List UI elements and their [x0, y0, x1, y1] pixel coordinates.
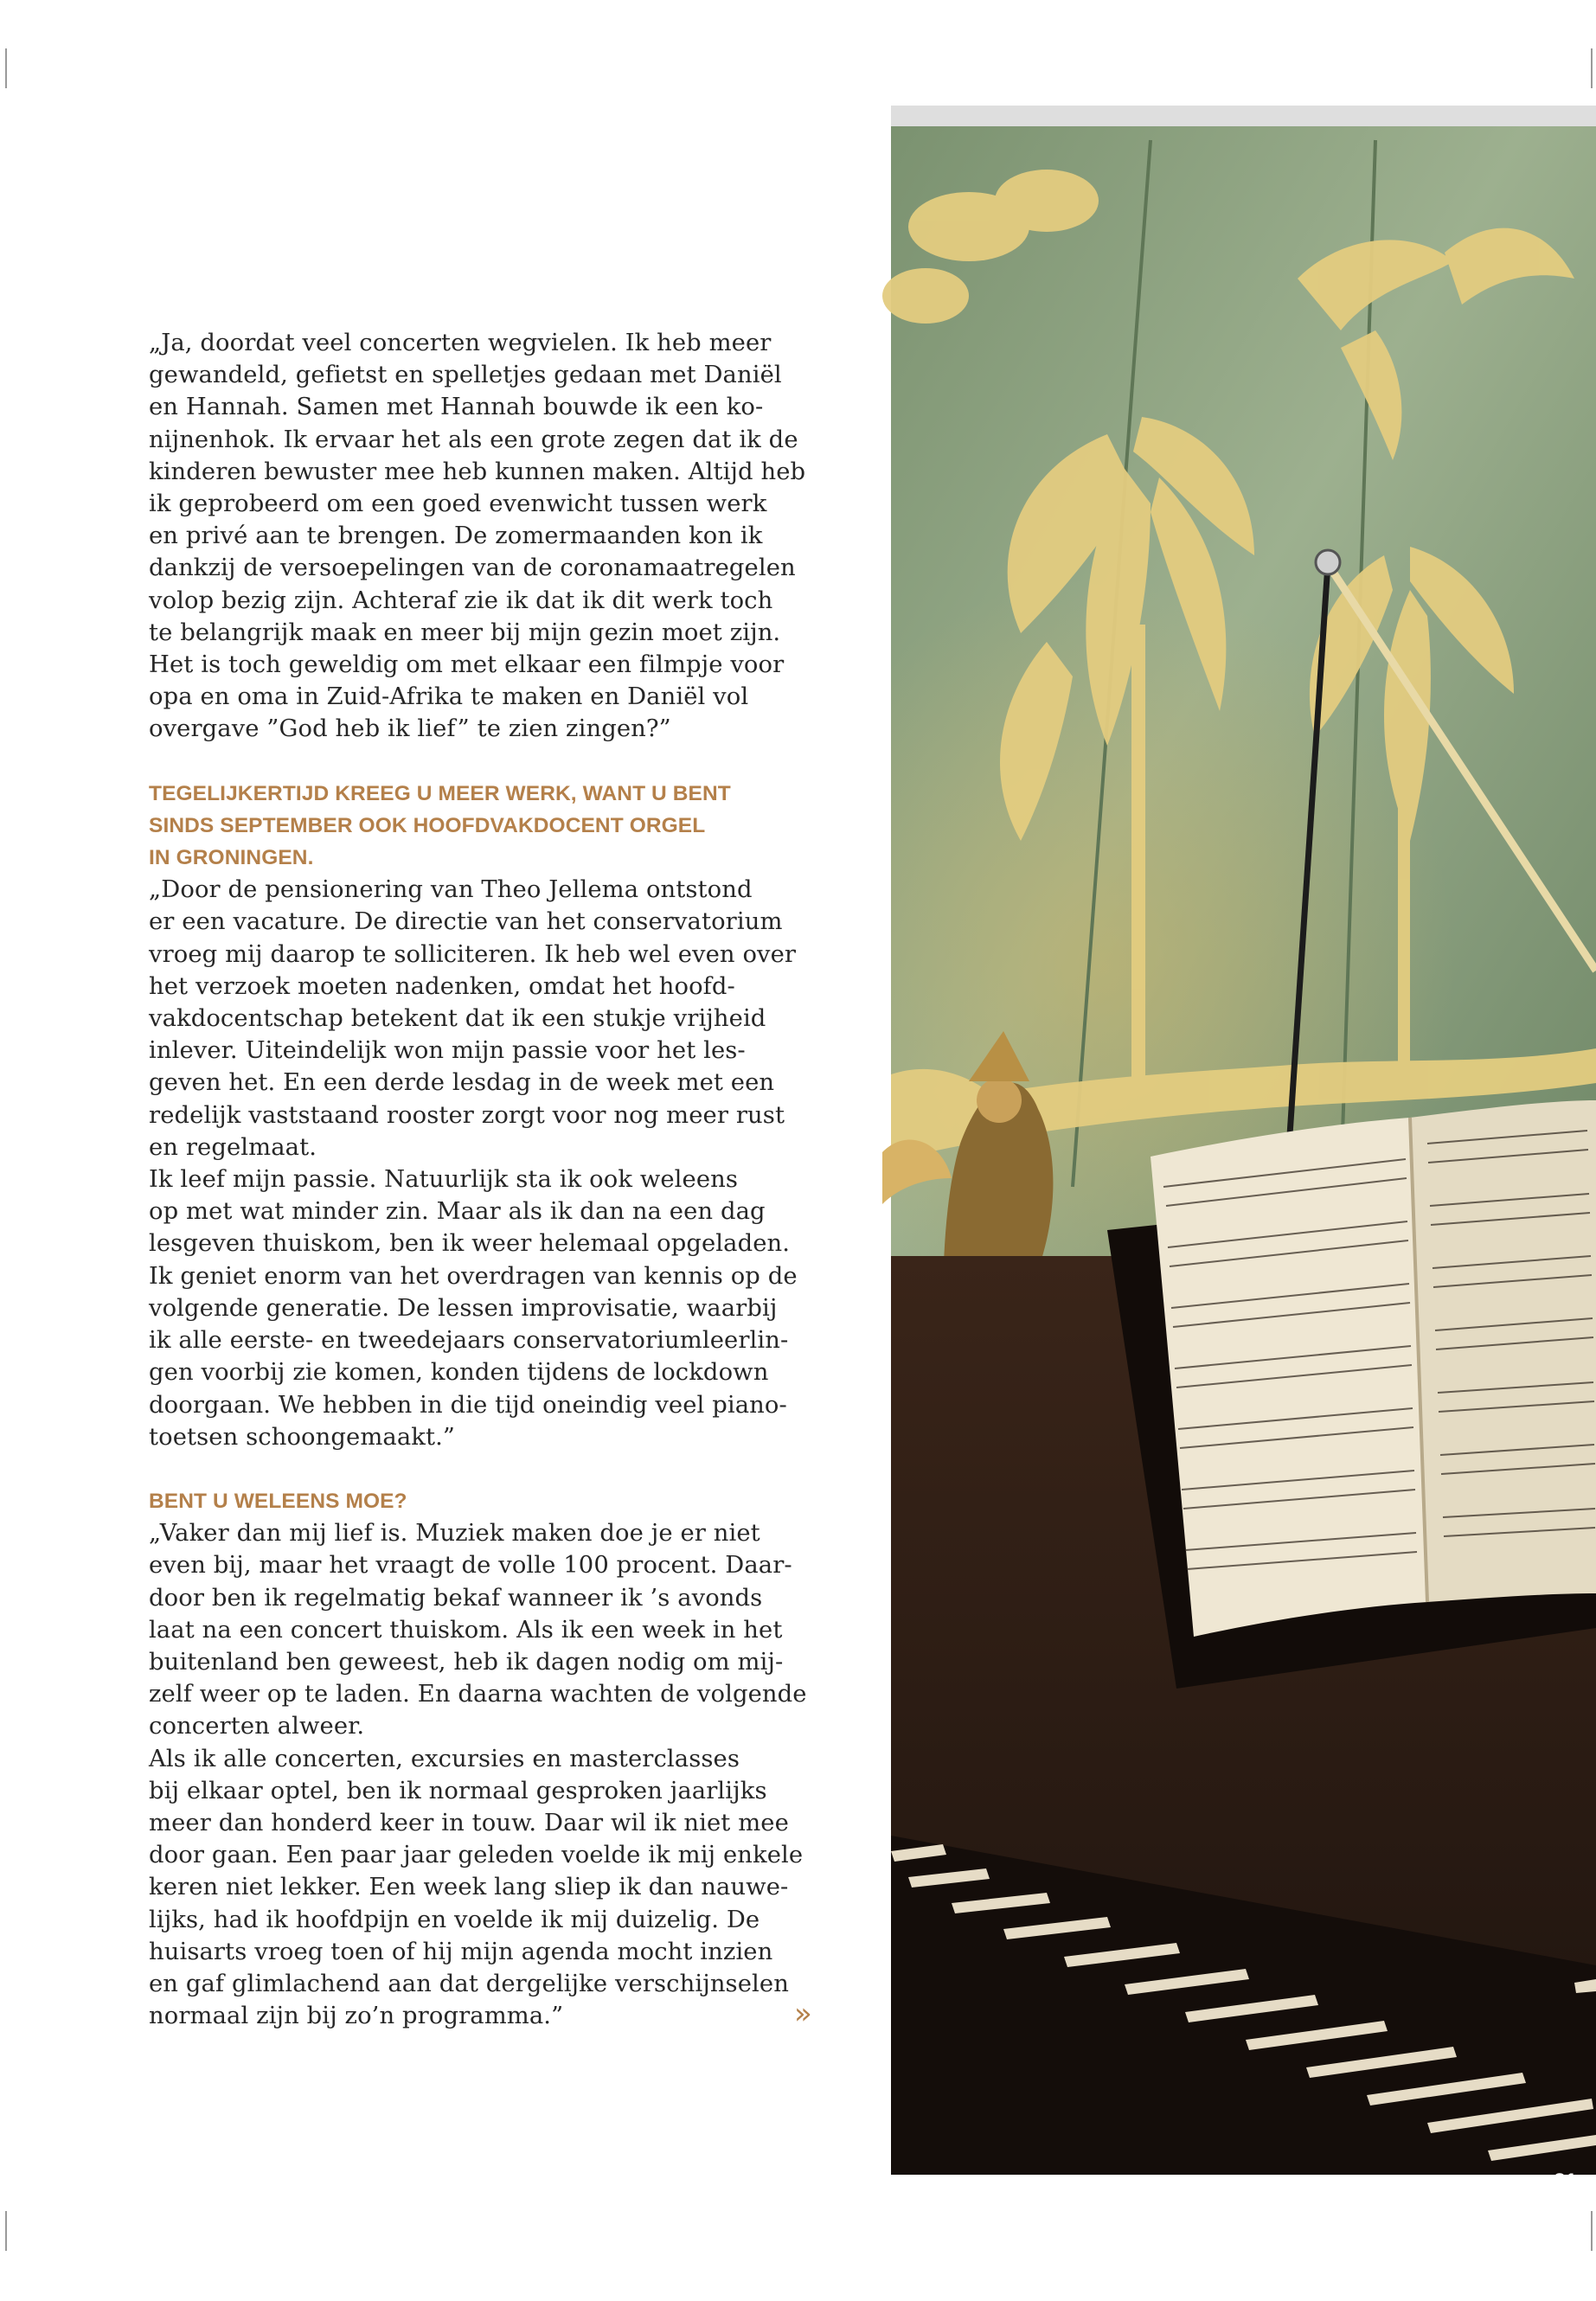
photo-top-strip	[891, 106, 1596, 126]
text-line: en regelmaat.	[149, 1133, 317, 1161]
text-line: Ik geniet enorm van het overdragen van kennis op de	[149, 1262, 798, 1290]
sheet-music-book	[1151, 1100, 1596, 1637]
text-line: er een vacature. De directie van het conservatorium	[149, 908, 783, 936]
text-line: „Ja, doordat veel concerten wegvielen. Ik heb meer	[149, 330, 772, 356]
text-line: „Vaker dan mij lief is. Muziek maken doe je er niet	[149, 1520, 760, 1548]
text-line: volop bezig zijn. Achteraf zie ik dat ik dit werk toch	[149, 586, 773, 614]
text-line: opa en oma in Zuid-Afrika te maken en Daniël vol	[149, 683, 749, 711]
paragraph-gap	[149, 746, 785, 778]
question-heading	[149, 1485, 785, 1517]
text-line: inlever. Uiteindelijk won mijn passie voor het les-	[149, 1037, 746, 1065]
text-line: vakdocentschap betekent dat ik een stukje vrijheid	[149, 1005, 766, 1033]
text-line: op met wat minder zin. Maar als ik dan na een dag	[149, 1198, 766, 1226]
text-line: even bij, maar het vraagt de volle 100 procent. Daar-	[149, 1552, 792, 1580]
crop-mark-bottom-right	[1591, 2211, 1593, 2251]
text-line: concerten alweer.	[149, 1713, 365, 1740]
text-line: normaal zijn bij zo’n programma.”	[149, 2003, 564, 2030]
text-line: doorgaan. We hebben in die tijd oneindig veel piano-	[149, 1391, 787, 1419]
crop-mark-bottom-left	[5, 2211, 7, 2251]
paragraph	[149, 1743, 804, 2033]
text-line: gen voorbij zie komen, konden tijdens de lockdown	[149, 1359, 769, 1387]
article-column	[149, 327, 807, 2032]
text-line: kinderen bewuster mee heb kunnen maken. Altijd heb	[149, 458, 806, 485]
text-line: bij elkaar optel, ben ik normaal gesproken jaarlijks	[149, 1777, 767, 1804]
text-line: ik alle eerste- en tweedejaars conservatoriumleerlin-	[149, 1327, 789, 1355]
text-line: door ben ik regelmatig bekaf wanneer ik ’s avonds	[149, 1584, 763, 1612]
question-heading	[149, 778, 785, 875]
text-line: buitenland ben geweest, heb ik dagen nodig om mij-	[149, 1648, 784, 1676]
heading-line: IN GRONINGEN.	[149, 846, 314, 870]
text-line: keren niet lekker. Een week lang sliep ik dan nauwe-	[149, 1874, 789, 1901]
text-line: vroeg mij daarop te solliciteren. Ik heb wel even over	[149, 940, 797, 968]
text-line: lijks, had ik hoofdpijn en voelde ik mij duizelig. De	[149, 1906, 760, 1933]
paragraph	[149, 874, 797, 1163]
heading-line: TEGELIJKERTIJD KREEG U MEER WERK, WANT U BENT	[149, 781, 731, 805]
text-line: „Door de pensionering van Theo Jellema ontstond	[149, 876, 753, 904]
text-line: overgave ”God heb ik lief” te zien zingen?”	[149, 715, 671, 743]
text-line: lesgeven thuiskom, ben ik weer helemaal opgeladen.	[149, 1230, 791, 1258]
crop-mark-top-left	[5, 48, 7, 88]
paragraph-gap	[149, 1453, 785, 1485]
page-number: 81	[1554, 2170, 1577, 2193]
text-line: Het is toch geweldig om met elkaar een filmpje voor	[149, 651, 785, 679]
text-line: ik geprobeerd om een goed evenwicht tussen werk	[149, 490, 767, 518]
text-line: dankzij de versoepelingen van de coronamaatregelen	[149, 554, 796, 582]
text-line: gewandeld, gefietst en spelletjes gedaan met Daniël	[149, 362, 782, 389]
text-line: nijnenhok. Ik ervaar het als een grote zegen dat ik de	[149, 426, 798, 453]
continue-arrow-icon: »	[794, 1997, 812, 2031]
text-line: en gaf glimlachend aan dat dergelijke verschijnselen	[149, 1970, 789, 1997]
text-line: door gaan. Een paar jaar geleden voelde ik mij enkele	[149, 1842, 804, 1869]
paragraph	[149, 1163, 798, 1453]
text-line: het verzoek moeten nadenken, omdat het hoofd-	[149, 972, 735, 1000]
heading-line: BENT U WELEENS MOE?	[149, 1489, 407, 1513]
text-line: geven het. En een derde lesdag in de week met een	[149, 1069, 775, 1097]
text-line: volgende generatie. De lessen improvisatie, waarbij	[149, 1294, 778, 1322]
heading-line: SINDS SEPTEMBER OOK HOOFDVAKDOCENT ORGEL	[149, 813, 706, 837]
text-line: te belangrijk maak en meer bij mijn gezin moet zijn.	[149, 619, 781, 646]
text-line: zelf weer op te laden. En daarna wachten de volgende	[149, 1681, 807, 1708]
text-line: huisarts vroeg toen of hij mijn agenda mocht inzien	[149, 1938, 773, 1965]
text-line: en privé aan te brengen. De zomermaanden kon ik	[149, 522, 763, 550]
text-line: Ik leef mijn passie. Natuurlijk sta ik ook weleens	[149, 1166, 739, 1194]
text-line: Als ik alle concerten, excursies en masterclasses	[149, 1745, 740, 1772]
paragraph	[149, 1517, 807, 1742]
text-line: redelijk vaststaand rooster zorgt voor nog meer rust	[149, 1101, 785, 1129]
text-line: toetsen schoongemaakt.”	[149, 1423, 455, 1451]
text-line: laat na een concert thuiskom. Als ik een week in het	[149, 1616, 783, 1644]
text-line: en Hannah. Samen met Hannah bouwde ik een ko-	[149, 394, 764, 421]
paragraph	[149, 327, 806, 746]
text-line: meer dan honderd keer in touw. Daar wil ik niet mee	[149, 1809, 789, 1836]
harpsichord-illustration	[891, 106, 1596, 2175]
photo-harpsichord	[891, 106, 1596, 2193]
crop-mark-top-right	[1591, 48, 1593, 88]
